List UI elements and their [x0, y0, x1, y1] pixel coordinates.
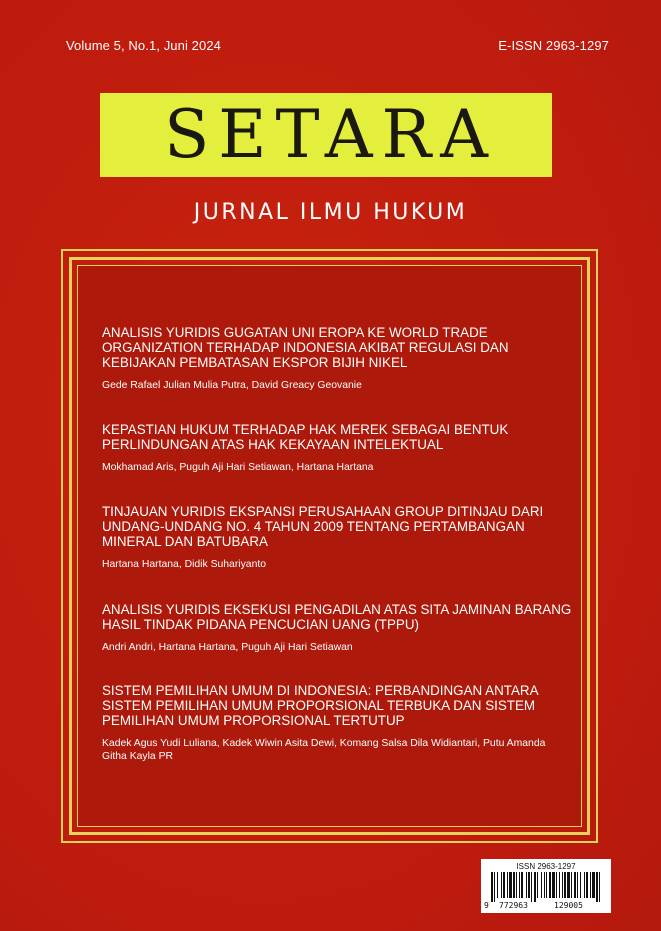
volume-info: Volume 5, No.1, Juni 2024: [66, 38, 221, 53]
article-title: TINJAUAN YURIDIS EKSPANSI PERUSAHAAN GROUP DITINJAU DARI UNDANG-UNDANG NO. 4 TAHUN 2009 TENTANG PERTAMBANGAN MINERAL DAN BATUBARA: [102, 504, 544, 549]
eissn-info: E-ISSN 2963-1297: [498, 38, 609, 53]
article-authors: Gede Rafael Julian Mulia Putra, David Greacy Geovanie: [102, 380, 362, 391]
barcode-bars-icon: [489, 872, 603, 902]
article-title: SISTEM PEMILIHAN UMUM DI INDONESIA: PERBANDINGAN ANTARA SISTEM PEMILIHAN UMUM PROPORSIONAL TERBUKA DAN SISTEM PEMILIHAN UMUM PROPORSIONAL TERTUTUP: [102, 683, 538, 728]
article-entry[interactable]: [102, 422, 572, 474]
article-entry[interactable]: [102, 325, 572, 392]
article-title: ANALISIS YURIDIS EKSEKUSI PENGADILAN ATAS SITA JAMINAN BARANG HASIL TINDAK PIDANA PENCUCIAN UANG (TPPU): [102, 602, 572, 632]
barcode-digits-right: 129005: [554, 901, 583, 910]
article-authors: Mokhamad Aris, Puguh Aji Hari Setiawan, Hartana Hartana: [102, 462, 374, 473]
barcode: [481, 859, 611, 913]
journal-title: SETARA: [164, 96, 497, 173]
barcode-digit-lead: 9: [484, 901, 489, 910]
journal-subtitle: JURNAL ILMU HUKUM: [193, 200, 468, 225]
article-entry[interactable]: [102, 504, 572, 571]
article-title: ANALISIS YURIDIS GUGATAN UNI EROPA KE WORLD TRADE ORGANIZATION TERHADAP INDONESIA AKIBAT REGULASI DAN KEBIJAKAN PEMBATASAN EKSPOR BIJIH NIKEL: [102, 325, 509, 370]
barcode-digits-left: 772963: [499, 901, 528, 910]
article-entry[interactable]: [102, 683, 572, 763]
article-entry[interactable]: [102, 602, 572, 654]
article-authors: Andri Andri, Hartana Hartana, Puguh Aji Hari Setiawan: [102, 642, 353, 653]
article-title: KEPASTIAN HUKUM TERHADAP HAK MEREK SEBAGAI BENTUK PERLINDUNGAN ATAS HAK KEKAYAAN INTELEKTUAL: [102, 422, 509, 452]
article-authors: Kadek Agus Yudi Luliana, Kadek Wiwin Asita Dewi, Komang Salsa Dila Widiantari, Putu Amanda Githa Kayla PR: [102, 738, 546, 762]
title-banner: [100, 93, 552, 177]
article-authors: Hartana Hartana, Didik Suhariyanto: [102, 559, 267, 570]
barcode-issn: ISSN 2963-1297: [516, 862, 576, 871]
